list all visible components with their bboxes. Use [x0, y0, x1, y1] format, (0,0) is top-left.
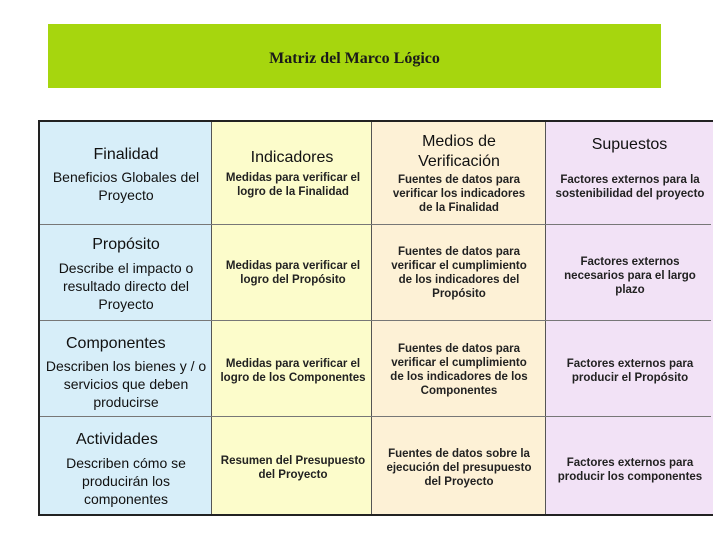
- row-name-actividades: Actividades: [76, 431, 158, 448]
- assumption-componentes: Factores externos para producir el Propósito: [566, 358, 694, 384]
- row-divider: [40, 320, 711, 321]
- row-desc-proposito: Describe el impacto o resultado directo del Proyecto: [58, 260, 194, 312]
- verification-proposito: Fuentes de datos para verificar el cumplimiento de los indicadores del Propósito: [391, 246, 527, 300]
- row-divider: [40, 224, 711, 225]
- assumption-proposito: Factores externos necesarios para el largo plazo: [564, 256, 696, 296]
- verification-finalidad: Fuentes de datos para verificar los indicadores de la Finalidad: [392, 174, 526, 214]
- assumption-actividades: Factores externos para producir los componentes: [557, 457, 703, 483]
- header-supuestos: Supuestos: [591, 136, 668, 153]
- row-desc-actividades: Describen cómo se producirán los componentes: [66, 455, 186, 507]
- row-name-proposito: Propósito: [92, 236, 160, 253]
- indicator-finalidad: Medidas para verificar el logro de la Finalidad: [225, 172, 361, 198]
- assumption-finalidad: Factores externos para la sostenibilidad del proyecto: [555, 174, 705, 200]
- logical-framework-matrix: [38, 120, 713, 516]
- title-banner: [48, 24, 661, 88]
- header-medios: Medios de Verificación: [418, 133, 500, 170]
- header-indicadores: Indicadores: [250, 149, 334, 166]
- indicator-proposito: Medidas para verificar el logro del Propósito: [225, 260, 361, 286]
- page-title: Matriz del Marco Lógico: [269, 50, 440, 67]
- row-name-finalidad: Finalidad: [93, 146, 159, 163]
- indicator-actividades: Resumen del Presupuesto del Proyecto: [220, 455, 366, 481]
- row-name-componentes: Componentes: [66, 335, 166, 352]
- verification-componentes: Fuentes de datos para verificar el cumplimiento de los indicadores de los Componentes: [390, 343, 528, 397]
- indicator-componentes: Medidas para verificar el logro de los Componentes: [220, 358, 366, 384]
- row-divider: [40, 416, 711, 417]
- row-desc-componentes: Describen los bienes y / o servicios que deben producirse: [45, 358, 207, 410]
- row-desc-finalidad: Beneficios Globales del Proyecto: [52, 169, 200, 203]
- verification-actividades: Fuentes de datos sobre la ejecución del presupuesto del Proyecto: [386, 448, 532, 488]
